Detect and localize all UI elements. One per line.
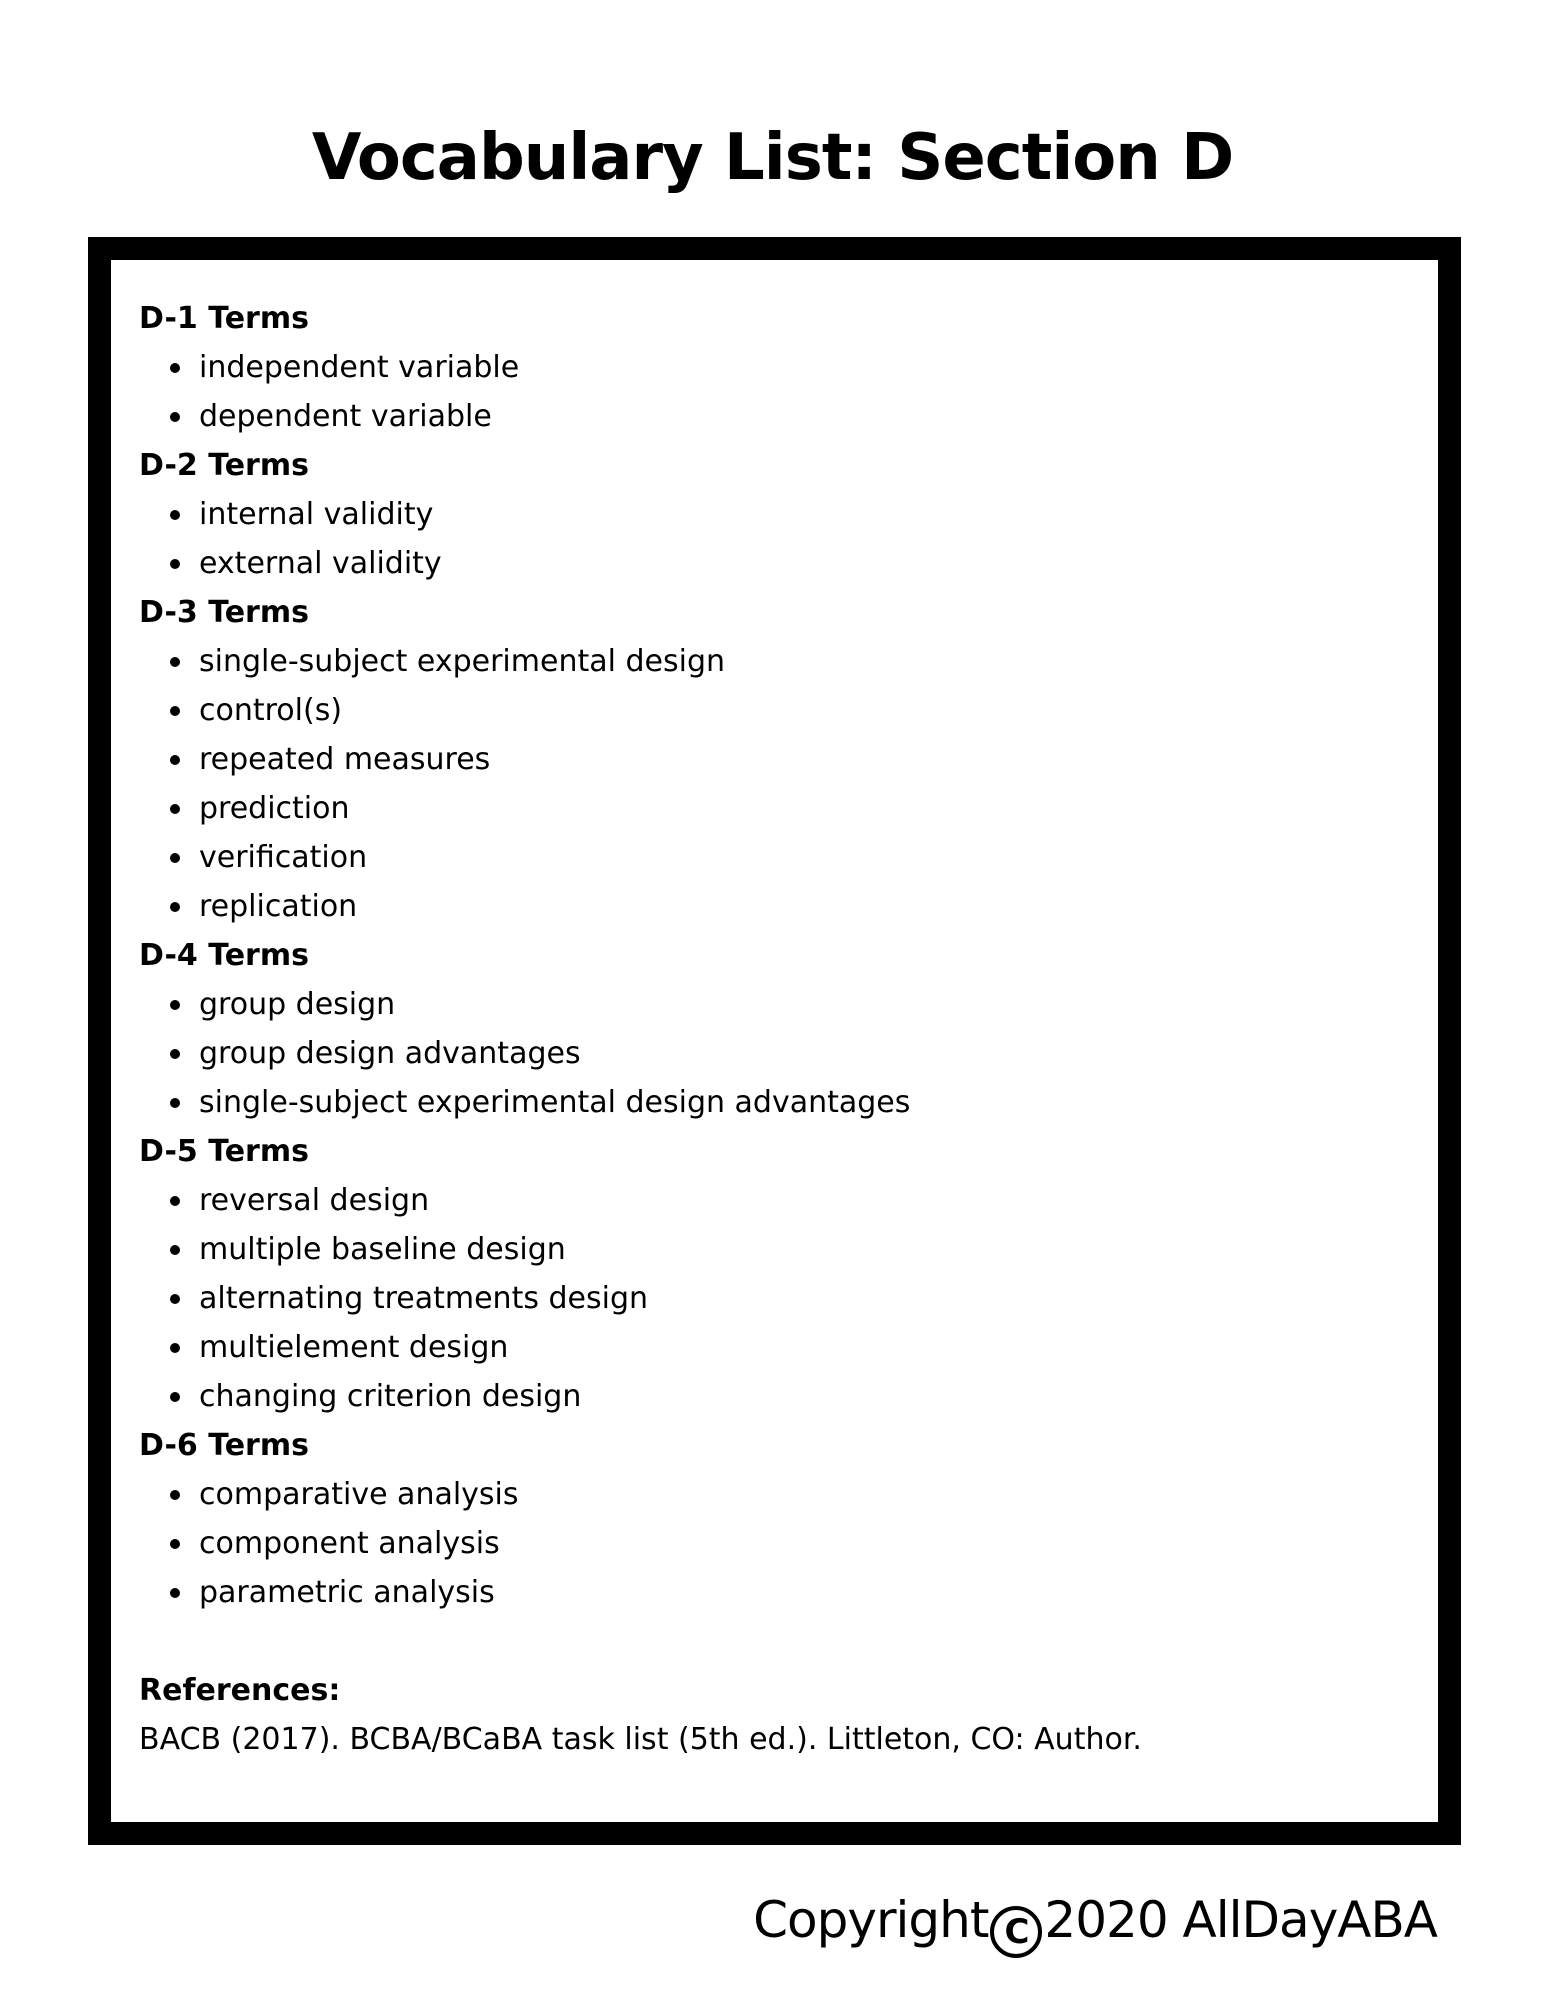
term-label: group design advantages <box>199 1036 581 1071</box>
list-item <box>139 343 1429 392</box>
list-item <box>139 1225 1429 1274</box>
section-heading: D-6 Terms <box>139 1428 309 1463</box>
term-label: dependent variable <box>199 399 492 434</box>
list-item <box>139 1568 1429 1617</box>
list-item <box>139 980 1429 1029</box>
term-label: single-subject experimental design <box>199 644 725 679</box>
bullet-icon <box>170 1343 180 1353</box>
term-label: repeated measures <box>199 742 491 777</box>
copyright-word: Copyright <box>753 1891 989 1949</box>
section-heading: D-3 Terms <box>139 595 309 630</box>
list-item <box>139 833 1429 882</box>
list-item <box>139 1274 1429 1323</box>
term-label: multielement design <box>199 1330 509 1365</box>
reference-citation: BACB (2017). BCBA/BCaBA task list (5th ed.). Littleton, CO: Author. <box>139 1722 1142 1757</box>
list-item <box>139 637 1429 686</box>
list-item <box>139 490 1429 539</box>
bullet-icon <box>170 559 180 569</box>
term-label: parametric analysis <box>199 1575 495 1610</box>
copyright-notice <box>753 1888 1437 1958</box>
bullet-icon <box>170 1539 180 1549</box>
section-heading: D-1 Terms <box>139 301 309 336</box>
list-item <box>139 735 1429 784</box>
term-label: internal validity <box>199 497 434 532</box>
term-label: prediction <box>199 791 350 826</box>
term-label: replication <box>199 889 358 924</box>
term-label: multiple baseline design <box>199 1232 566 1267</box>
section-heading: D-5 Terms <box>139 1134 309 1169</box>
bullet-icon <box>170 1392 180 1402</box>
bullet-icon <box>170 657 180 667</box>
term-label: reversal design <box>199 1183 430 1218</box>
bullet-icon <box>170 1245 180 1255</box>
bullet-icon <box>170 1098 180 1108</box>
section-heading: D-2 Terms <box>139 448 309 483</box>
bullet-icon <box>170 804 180 814</box>
list-item <box>139 686 1429 735</box>
list-item <box>139 1372 1429 1421</box>
term-label: verification <box>199 840 368 875</box>
bullet-icon <box>170 755 180 765</box>
list-item <box>139 1470 1429 1519</box>
term-label: changing criterion design <box>199 1379 582 1414</box>
bullet-icon <box>170 706 180 716</box>
bullet-icon <box>170 1000 180 1010</box>
bullet-icon <box>170 363 180 373</box>
list-item <box>139 1029 1429 1078</box>
term-label: component analysis <box>199 1526 500 1561</box>
list-item <box>139 1323 1429 1372</box>
term-label: alternating treatments design <box>199 1281 649 1316</box>
list-item <box>139 1176 1429 1225</box>
list-item <box>139 392 1429 441</box>
bullet-icon <box>170 902 180 912</box>
term-label: independent variable <box>199 350 520 385</box>
term-label: external validity <box>199 546 442 581</box>
term-label: control(s) <box>199 693 343 728</box>
list-item <box>139 784 1429 833</box>
bullet-icon <box>170 412 180 422</box>
references-heading: References: <box>139 1673 341 1708</box>
list-item <box>139 539 1429 588</box>
bullet-icon <box>170 1490 180 1500</box>
list-item <box>139 1078 1429 1127</box>
section-heading: D-4 Terms <box>139 938 309 973</box>
term-label: group design <box>199 987 396 1022</box>
bullet-icon <box>170 510 180 520</box>
bullet-icon <box>170 1196 180 1206</box>
list-item <box>139 882 1429 931</box>
bullet-icon <box>170 1588 180 1598</box>
copyright-icon: C <box>990 1906 1042 1958</box>
references <box>139 1666 1142 1764</box>
term-label: single-subject experimental design advantages <box>199 1085 911 1120</box>
bullet-icon <box>170 1294 180 1304</box>
vocabulary-list <box>139 294 1429 1617</box>
bullet-icon <box>170 1049 180 1059</box>
list-item <box>139 1519 1429 1568</box>
copyright-owner: 2020 AllDayABA <box>1044 1891 1437 1949</box>
bullet-icon <box>170 853 180 863</box>
page-title: Vocabulary List: Section D <box>311 121 1234 195</box>
term-label: comparative analysis <box>199 1477 519 1512</box>
